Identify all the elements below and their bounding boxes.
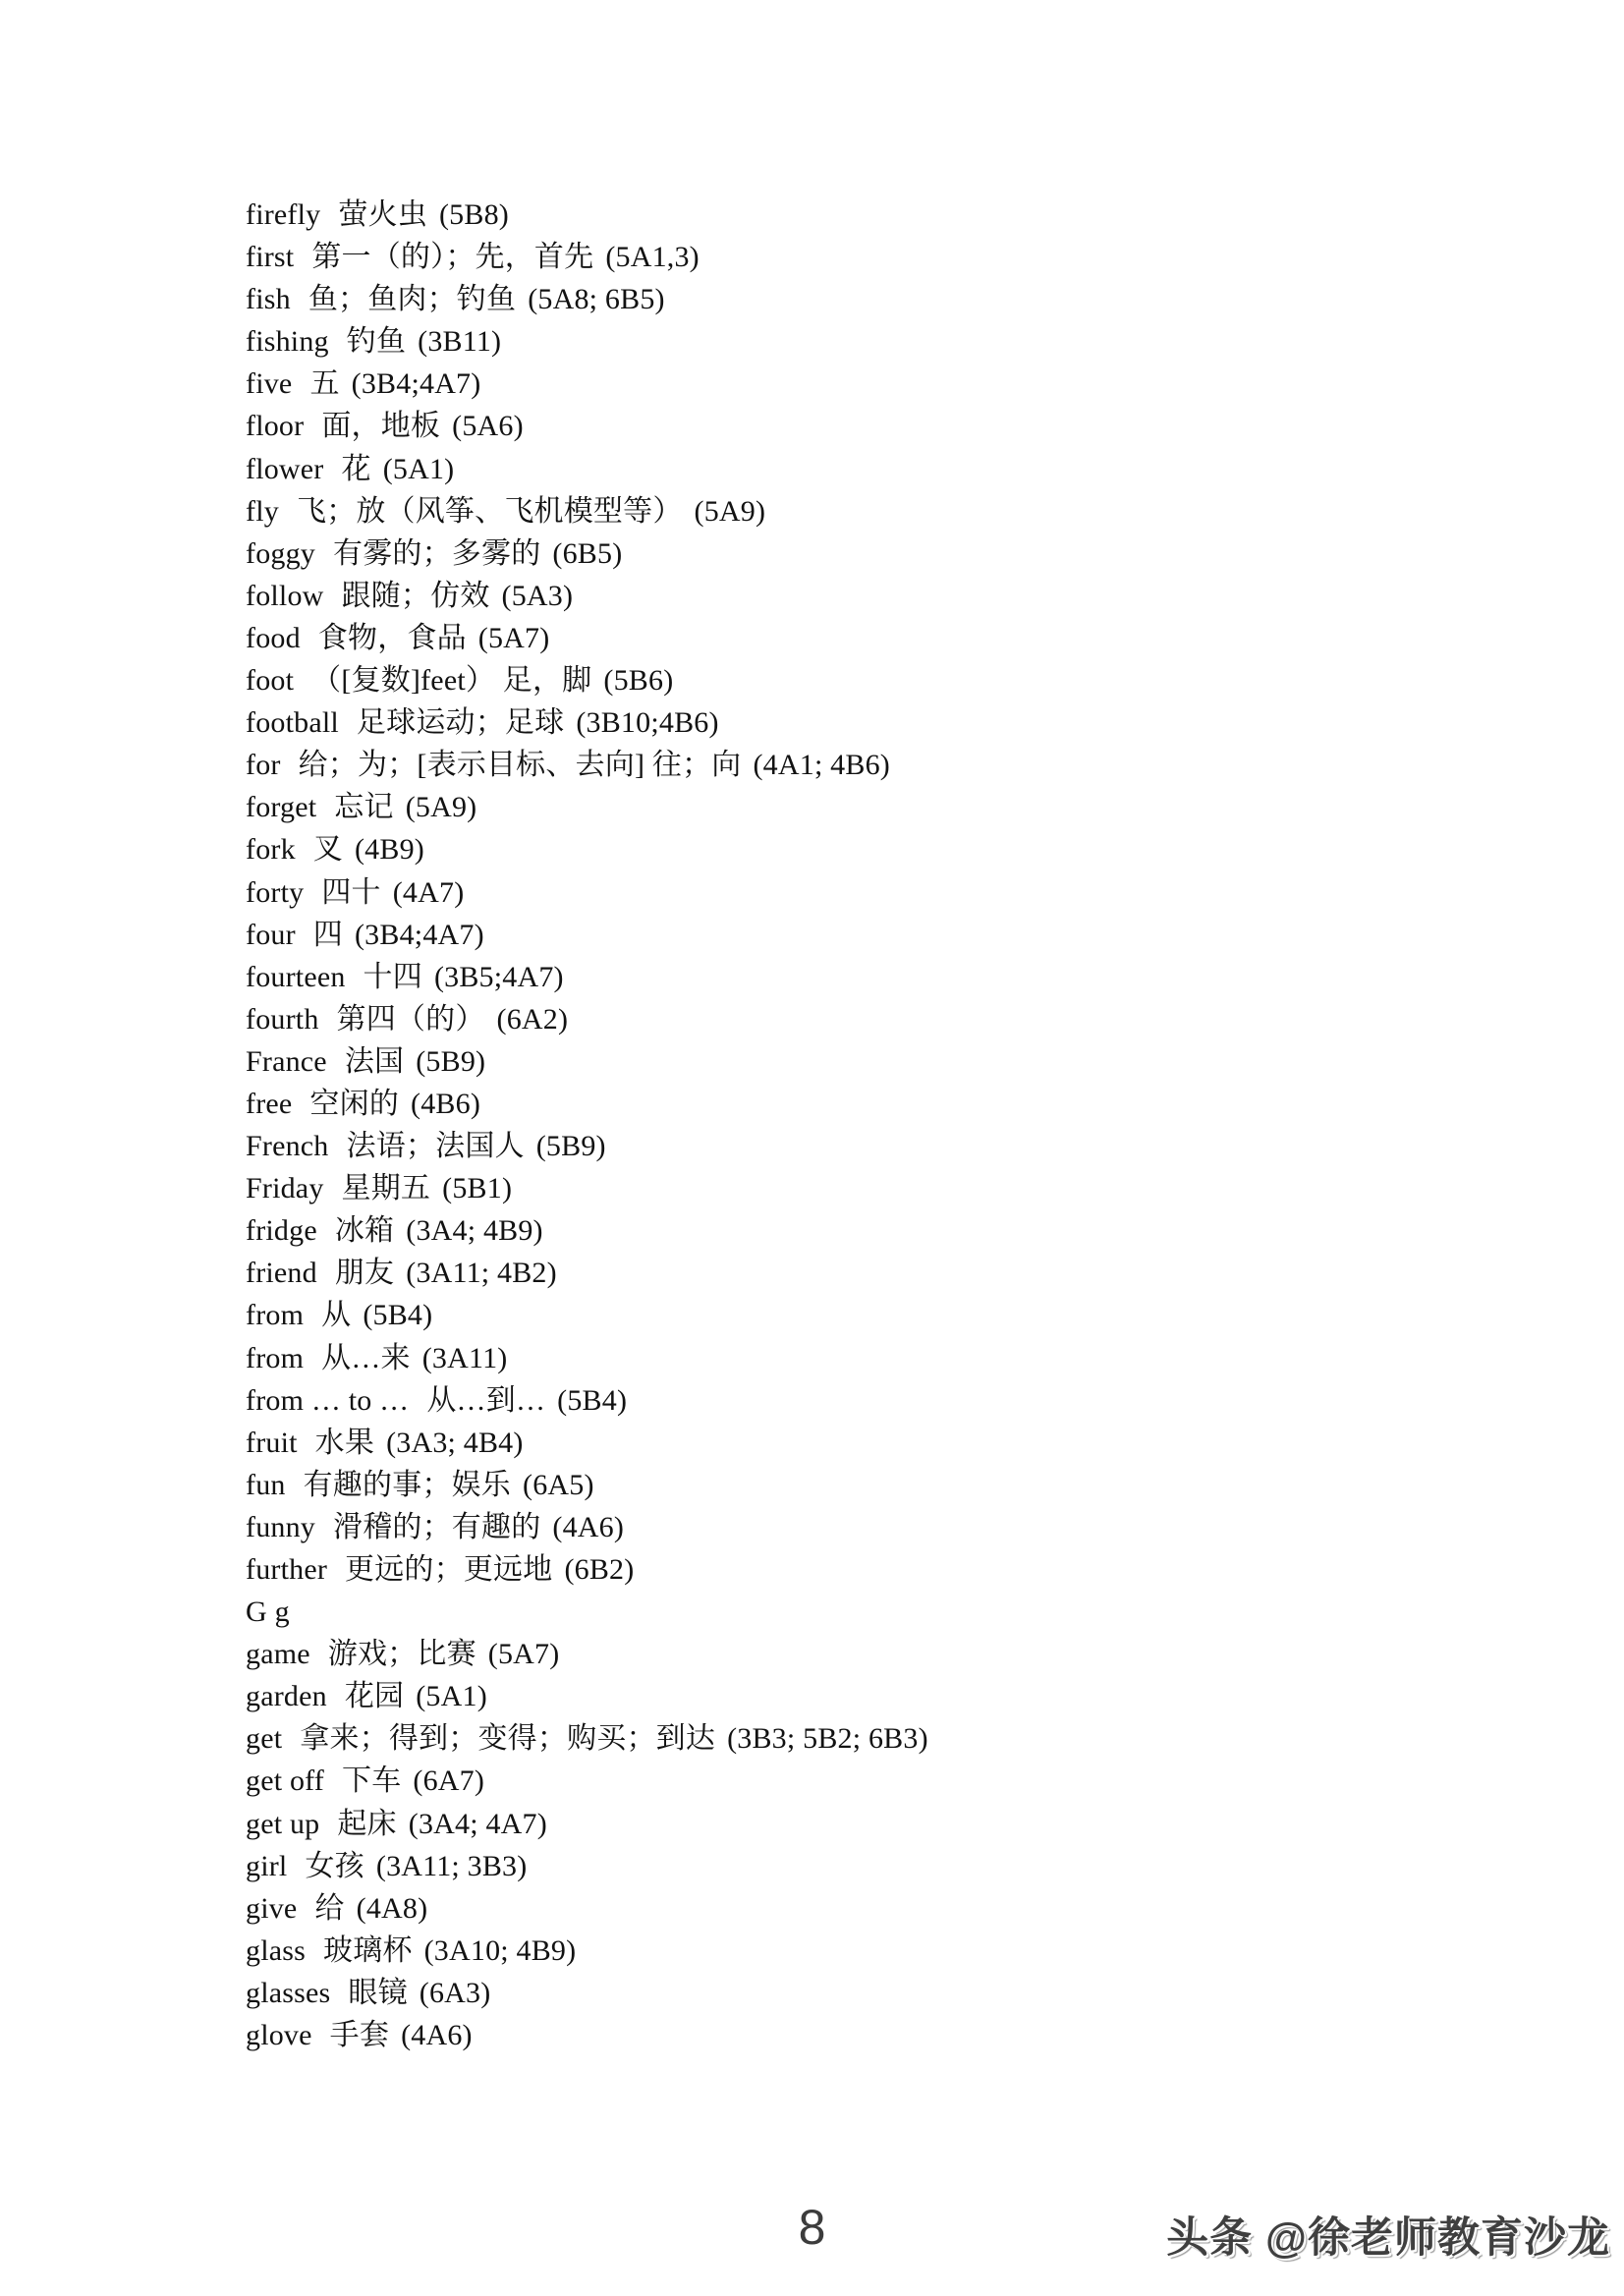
word-chinese: 女孩 xyxy=(305,1849,364,1882)
word-reference: (5A1) xyxy=(382,452,455,485)
word-chinese: 花 xyxy=(341,452,371,485)
word-english: get up xyxy=(246,1807,320,1840)
word-entry xyxy=(246,956,1585,998)
word-chinese: 跟随；仿效 xyxy=(341,579,490,612)
word-english: glasses xyxy=(246,1976,331,2009)
page-number: 8 xyxy=(798,2200,826,2255)
word-entry xyxy=(246,1252,1585,1294)
word-chinese: 冰箱 xyxy=(334,1214,395,1248)
word-chinese: 从…来 xyxy=(321,1341,411,1374)
word-chinese: 忘记 xyxy=(334,791,394,824)
word-chinese: 给 xyxy=(314,1891,345,1925)
word-reference: (5A9) xyxy=(405,791,477,824)
word-entry xyxy=(246,1548,1585,1591)
word-entry xyxy=(246,1040,1585,1083)
word-chinese: 空闲的 xyxy=(309,1087,400,1120)
word-chinese: 飞；放（风筝、飞机模型等） xyxy=(296,494,683,528)
word-reference: (5A6) xyxy=(452,410,524,443)
word-chinese: 鱼；鱼肉；钓鱼 xyxy=(308,283,517,316)
word-english: get off xyxy=(246,1764,324,1798)
word-entry xyxy=(246,744,1585,786)
word-entry xyxy=(246,1125,1585,1167)
word-entry xyxy=(246,786,1585,828)
word-reference: (3B4;4A7) xyxy=(354,918,484,951)
word-reference: (3A4; 4B9) xyxy=(406,1214,543,1248)
word-entry xyxy=(246,2014,1585,2056)
word-entry xyxy=(246,1337,1585,1379)
word-english: garden xyxy=(246,1680,327,1713)
word-chinese: 手套 xyxy=(329,2019,390,2052)
word-entry xyxy=(246,490,1585,532)
word-english: funny xyxy=(246,1510,315,1543)
word-english: food xyxy=(246,621,301,654)
word-entry xyxy=(246,1675,1585,1717)
word-chinese: 朋友 xyxy=(334,1257,395,1290)
word-english: five xyxy=(246,367,293,401)
word-reference: (6A3) xyxy=(419,1976,491,2009)
word-entry xyxy=(246,871,1585,914)
word-chinese: 从…到… xyxy=(426,1383,546,1417)
glossary-list xyxy=(246,194,1585,2056)
word-entry xyxy=(246,1803,1585,1845)
word-english: from … to … xyxy=(246,1383,410,1417)
word-english: further xyxy=(246,1553,328,1586)
word-reference: (4A1; 4B6) xyxy=(753,749,890,782)
word-entry xyxy=(246,1209,1585,1252)
word-reference: (6A2) xyxy=(496,1002,569,1036)
word-reference: (5B8) xyxy=(438,198,509,231)
word-chinese: 眼镜 xyxy=(348,1976,408,2009)
word-reference: (5B6) xyxy=(603,664,674,698)
word-entry xyxy=(246,1083,1585,1125)
word-english: France xyxy=(246,1044,327,1078)
word-reference: (5B9) xyxy=(535,1130,606,1163)
word-entry xyxy=(246,405,1585,447)
word-reference: (3A10; 4B9) xyxy=(423,1933,577,1967)
word-english: first xyxy=(246,241,295,274)
word-english: fridge xyxy=(246,1214,317,1248)
watermark: 头条 @徐老师教育沙龙 xyxy=(1166,2214,1610,2262)
word-reference: (5B4) xyxy=(363,1299,433,1332)
word-chinese: 十四 xyxy=(363,960,422,993)
word-chinese: 四 xyxy=(312,918,343,951)
word-chinese: 萤火虫 xyxy=(338,198,427,231)
word-english: French xyxy=(246,1130,329,1163)
word-reference: (5B1) xyxy=(442,1172,513,1205)
word-chinese: 食物，食品 xyxy=(317,621,467,654)
word-english: G g xyxy=(246,1596,290,1629)
word-entry xyxy=(246,914,1585,956)
word-chinese: 法语；法国人 xyxy=(346,1130,525,1163)
word-english: from xyxy=(246,1341,305,1374)
word-reference: (5A8; 6B5) xyxy=(528,283,665,316)
word-chinese: 下车 xyxy=(342,1764,402,1798)
word-entry xyxy=(246,1760,1585,1802)
word-entry xyxy=(246,1887,1585,1930)
word-reference: (4A7) xyxy=(392,875,465,909)
word-reference: (3B11) xyxy=(418,325,502,359)
word-entry xyxy=(246,1422,1585,1464)
word-entry xyxy=(246,1167,1585,1209)
word-entry xyxy=(246,278,1585,320)
word-chinese: 法国 xyxy=(344,1044,405,1078)
word-english: from xyxy=(246,1299,305,1332)
word-entry xyxy=(246,998,1585,1040)
word-entry xyxy=(246,1379,1585,1422)
word-english: fourteen xyxy=(246,960,346,993)
word-entry xyxy=(246,828,1585,870)
word-reference: (3A3; 4B4) xyxy=(386,1426,524,1459)
word-entry xyxy=(246,1930,1585,1972)
word-entry xyxy=(246,575,1585,617)
word-reference: (4A6) xyxy=(552,1510,625,1543)
word-entry xyxy=(246,1633,1585,1675)
word-english: floor xyxy=(246,410,305,443)
section-header xyxy=(246,1591,1585,1633)
word-chinese: 从 xyxy=(321,1299,352,1332)
word-reference: (5A1) xyxy=(416,1680,487,1713)
word-reference: (5B9) xyxy=(416,1044,486,1078)
word-chinese: 钓鱼 xyxy=(346,325,407,359)
word-entry xyxy=(246,617,1585,659)
word-english: Friday xyxy=(246,1172,324,1205)
word-english: friend xyxy=(246,1257,317,1290)
word-english: flower xyxy=(246,452,324,485)
word-entry xyxy=(246,701,1585,744)
word-chinese: 叉 xyxy=(312,833,343,867)
word-reference: (5A7) xyxy=(477,621,550,654)
word-reference: (6A5) xyxy=(523,1468,594,1501)
word-chinese: （[复数]feet） 足，脚 xyxy=(311,664,592,698)
word-entry xyxy=(246,1845,1585,1887)
word-chinese: 水果 xyxy=(314,1426,375,1459)
word-entry xyxy=(246,194,1585,236)
word-entry xyxy=(246,1506,1585,1548)
word-reference: (3A11; 3B3) xyxy=(375,1849,528,1882)
word-reference: (3A11) xyxy=(421,1341,508,1374)
word-english: glass xyxy=(246,1933,306,1967)
word-entry xyxy=(246,236,1585,278)
word-reference: (4B6) xyxy=(411,1087,481,1120)
word-english: free xyxy=(246,1087,293,1120)
word-english: for xyxy=(246,749,281,782)
word-english: follow xyxy=(246,579,324,612)
word-chinese: 第一（的）；先，首先 xyxy=(311,241,594,274)
word-english: foot xyxy=(246,664,295,698)
word-entry xyxy=(246,1972,1585,2014)
word-reference: (4A8) xyxy=(356,1891,428,1925)
word-chinese: 有雾的；多雾的 xyxy=(333,536,541,570)
word-chinese: 花园 xyxy=(344,1680,405,1713)
word-entry xyxy=(246,1464,1585,1506)
word-reference: (6A7) xyxy=(413,1764,485,1798)
word-chinese: 第四（的） xyxy=(336,1002,485,1036)
word-reference: (5A7) xyxy=(487,1638,560,1671)
word-english: four xyxy=(246,918,296,951)
word-english: game xyxy=(246,1638,310,1671)
word-english: firefly xyxy=(246,198,321,231)
word-english: forget xyxy=(246,791,317,824)
word-english: girl xyxy=(246,1849,288,1882)
word-chinese: 四十 xyxy=(321,875,381,909)
word-chinese: 星期五 xyxy=(341,1172,431,1205)
word-english: glove xyxy=(246,2019,312,2052)
word-entry xyxy=(246,320,1585,363)
word-english: foggy xyxy=(246,536,315,570)
word-chinese: 更远的；更远地 xyxy=(345,1553,553,1586)
word-english: fish xyxy=(246,283,291,316)
word-chinese: 滑稽的；有趣的 xyxy=(333,1510,541,1543)
word-chinese: 玻璃杯 xyxy=(323,1933,413,1967)
word-entry xyxy=(246,1717,1585,1760)
word-chinese: 有趣的事；娱乐 xyxy=(303,1468,511,1501)
word-entry xyxy=(246,1294,1585,1336)
word-reference: (3B4;4A7) xyxy=(351,367,481,401)
word-entry xyxy=(246,532,1585,575)
word-english: get xyxy=(246,1722,283,1756)
word-english: fishing xyxy=(246,325,329,359)
word-english: fun xyxy=(246,1468,286,1501)
word-reference: (5B4) xyxy=(557,1383,628,1417)
word-chinese: 游戏；比赛 xyxy=(327,1638,476,1671)
word-chinese: 五 xyxy=(309,367,340,401)
word-reference: (4B9) xyxy=(354,833,424,867)
word-chinese: 面，地板 xyxy=(321,410,441,443)
word-english: fourth xyxy=(246,1002,319,1036)
word-reference: (4A6) xyxy=(401,2019,473,2052)
word-reference: (5A1,3) xyxy=(605,241,700,274)
word-english: forty xyxy=(246,875,305,909)
word-reference: (3B5;4A7) xyxy=(433,960,564,993)
word-entry xyxy=(246,659,1585,701)
word-reference: (3A4; 4A7) xyxy=(408,1807,547,1840)
word-reference: (5A3) xyxy=(501,579,574,612)
word-english: fork xyxy=(246,833,296,867)
word-english: give xyxy=(246,1891,298,1925)
word-reference: (3B10;4B6) xyxy=(576,706,719,740)
word-entry xyxy=(246,448,1585,490)
word-english: fly xyxy=(246,494,279,528)
word-english: football xyxy=(246,706,339,740)
word-chinese: 拿来；得到；变得；购买；到达 xyxy=(300,1722,716,1756)
word-chinese: 足球运动；足球 xyxy=(356,706,565,740)
word-chinese: 给；为；[表示目标、去向] 往；向 xyxy=(298,749,742,782)
word-reference: (3A11; 4B2) xyxy=(406,1257,557,1290)
word-reference: (5A9) xyxy=(694,494,766,528)
word-english: fruit xyxy=(246,1426,298,1459)
word-chinese: 起床 xyxy=(337,1807,397,1840)
word-reference: (3B3; 5B2; 6B3) xyxy=(727,1722,928,1756)
word-reference: (6B2) xyxy=(564,1553,635,1586)
word-reference: (6B5) xyxy=(552,536,623,570)
word-entry xyxy=(246,363,1585,405)
